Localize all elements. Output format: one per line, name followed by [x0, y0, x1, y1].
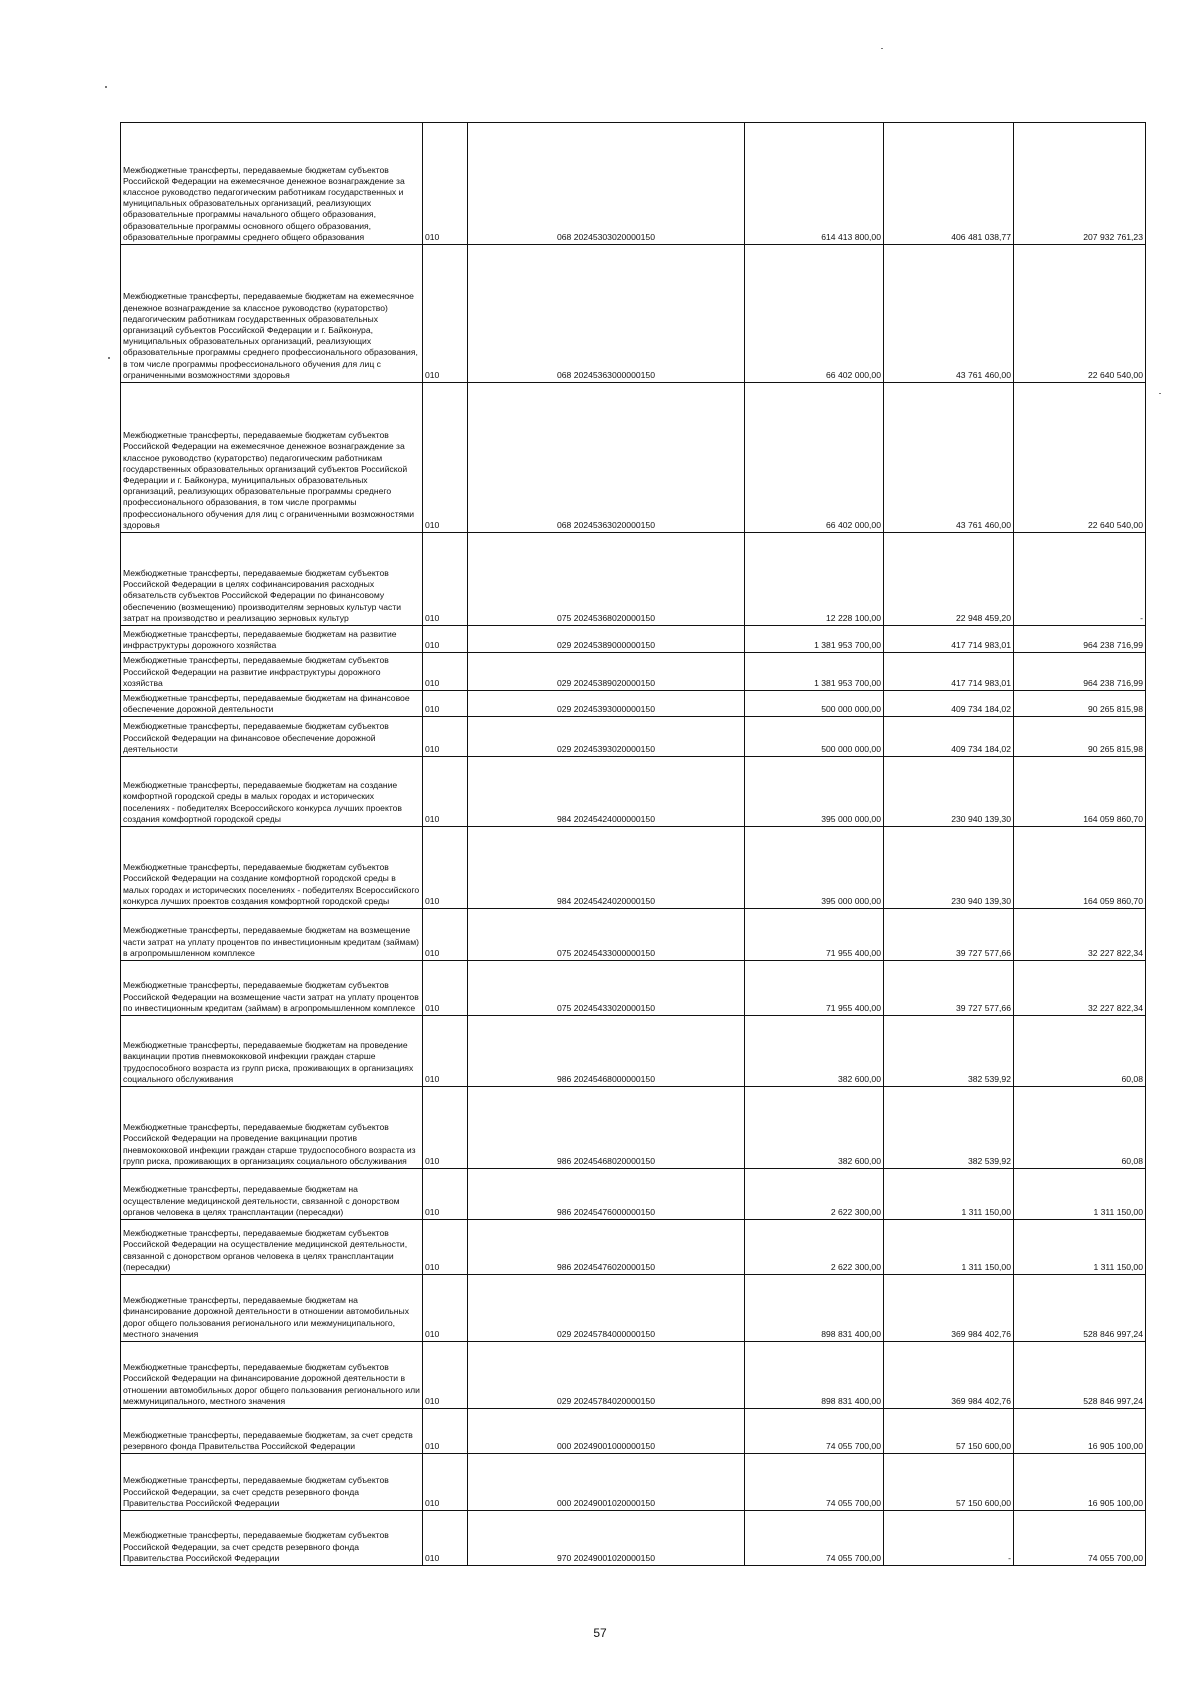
table-row — [121, 827, 1146, 909]
table-row — [121, 1454, 1146, 1511]
row-name: Межбюджетные трансферты, передаваемые бюджетам субъектов Российской Федерации на ежемесячное денежное вознаграждение за классное руководство (кураторство) педагогическим работникам государственных образовательных организаций субъектов Российской Федерации и г. Байконура, муниципальных образовательных организаций, реализующих образовательные программы среднего профессионального образования, в том числе программы профессионального обучения для лиц с ограниченными возможностями здоровья — [121, 383, 423, 533]
row-executed: 382 539,92 — [884, 1016, 1014, 1087]
row-executed: 409 734 184,02 — [884, 717, 1014, 757]
row-code: 010 — [423, 961, 468, 1016]
row-approved: 395 000 000,00 — [745, 757, 884, 827]
row-remaining: 164 059 860,70 — [1014, 827, 1146, 909]
row-kbk: 029 20245389020000150 — [468, 653, 745, 691]
table-row — [121, 1342, 1146, 1409]
scan-mark — [1159, 393, 1161, 394]
row-approved: 74 055 700,00 — [745, 1409, 884, 1454]
row-name: Межбюджетные трансферты, передаваемые бюджетам субъектов Российской Федерации в целях софинансирования расходных обязательств субъектов Российской Федерации по финансовому обеспечению (возмещению) производителям зерновых культур части затрат на производство и реализацию зерновых культур — [121, 533, 423, 626]
row-remaining: 164 059 860,70 — [1014, 757, 1146, 827]
row-code: 010 — [423, 757, 468, 827]
row-code: 010 — [423, 245, 468, 383]
table-row — [121, 961, 1146, 1016]
row-code: 010 — [423, 909, 468, 961]
table-row — [121, 123, 1146, 245]
row-approved: 382 600,00 — [745, 1016, 884, 1087]
row-name: Межбюджетные трансферты, передаваемые бюджетам субъектов Российской Федерации на осуществление медицинской деятельности, связанной с донорством органов человека в целях трансплантации (пересадки) — [121, 1220, 423, 1275]
table-row — [121, 691, 1146, 717]
row-remaining: 60,08 — [1014, 1087, 1146, 1169]
row-code: 010 — [423, 1169, 468, 1220]
row-executed: 1 311 150,00 — [884, 1169, 1014, 1220]
table-row — [121, 1169, 1146, 1220]
scan-mark — [881, 48, 883, 49]
row-approved: 2 622 300,00 — [745, 1169, 884, 1220]
row-code: 010 — [423, 1220, 468, 1275]
row-approved: 1 381 953 700,00 — [745, 626, 884, 653]
row-executed: 417 714 983,01 — [884, 626, 1014, 653]
row-executed: 230 940 139,30 — [884, 827, 1014, 909]
row-kbk: 986 20245476000000150 — [468, 1169, 745, 1220]
row-executed: 409 734 184,02 — [884, 691, 1014, 717]
row-approved: 395 000 000,00 — [745, 827, 884, 909]
row-kbk: 029 20245389000000150 — [468, 626, 745, 653]
table-row — [121, 1409, 1146, 1454]
row-kbk: 000 20249001000000150 — [468, 1409, 745, 1454]
row-executed: 417 714 983,01 — [884, 653, 1014, 691]
budget-table — [120, 122, 1146, 1566]
row-executed: 406 481 038,77 — [884, 123, 1014, 245]
row-name: Межбюджетные трансферты, передаваемые бюджетам субъектов Российской Федерации на финансирование дорожной деятельности в отношении автомобильных дорог общего пользования регионального или межмуниципального, местного значения — [121, 1342, 423, 1409]
row-kbk: 984 20245424020000150 — [468, 827, 745, 909]
row-remaining: 90 265 815,98 — [1014, 717, 1146, 757]
row-remaining: 90 265 815,98 — [1014, 691, 1146, 717]
scan-mark — [108, 357, 110, 359]
row-executed: - — [884, 1511, 1014, 1566]
row-remaining: 1 311 150,00 — [1014, 1220, 1146, 1275]
row-name: Межбюджетные трансферты, передаваемые бюджетам субъектов Российской Федерации на финансовое обеспечение дорожной деятельности — [121, 717, 423, 757]
table-row — [121, 1275, 1146, 1342]
table-row — [121, 653, 1146, 691]
row-executed: 39 727 577,66 — [884, 961, 1014, 1016]
row-name: Межбюджетные трансферты, передаваемые бюджетам, за счет средств резервного фонда Правительства Российской Федерации — [121, 1409, 423, 1454]
row-name: Межбюджетные трансферты, передаваемые бюджетам на финансовое обеспечение дорожной деятельности — [121, 691, 423, 717]
row-approved: 898 831 400,00 — [745, 1275, 884, 1342]
row-kbk: 984 20245424000000150 — [468, 757, 745, 827]
row-kbk: 029 20245393000000150 — [468, 691, 745, 717]
row-name: Межбюджетные трансферты, передаваемые бюджетам субъектов Российской Федерации на ежемесячное денежное вознаграждение за классное руководство педагогическим работникам государственных и муниципальных образовательных организаций, реализующих образовательные программы начального общего образования, образовательные программы основного общего образования, образовательные программы среднего общего образования — [121, 123, 423, 245]
table-row — [121, 1511, 1146, 1566]
row-remaining: - — [1014, 533, 1146, 626]
row-code: 010 — [423, 1016, 468, 1087]
row-remaining: 964 238 716,99 — [1014, 626, 1146, 653]
row-code: 010 — [423, 123, 468, 245]
row-approved: 74 055 700,00 — [745, 1454, 884, 1511]
row-executed: 43 761 460,00 — [884, 245, 1014, 383]
row-approved: 66 402 000,00 — [745, 383, 884, 533]
row-remaining: 74 055 700,00 — [1014, 1511, 1146, 1566]
row-code: 010 — [423, 691, 468, 717]
row-name: Межбюджетные трансферты, передаваемые бюджетам субъектов Российской Федерации на проведение вакцинации против пневмококковой инфекции граждан старше трудоспособного возраста из групп риска, проживающих в организациях социального обслуживания — [121, 1087, 423, 1169]
row-remaining: 32 227 822,34 — [1014, 909, 1146, 961]
row-remaining: 60,08 — [1014, 1016, 1146, 1087]
table-row — [121, 383, 1146, 533]
row-name: Межбюджетные трансферты, передаваемые бюджетам на проведение вакцинации против пневмококковой инфекции граждан старше трудоспособного возраста из групп риска, проживающих в организациях социального обслуживания — [121, 1016, 423, 1087]
row-executed: 39 727 577,66 — [884, 909, 1014, 961]
row-name: Межбюджетные трансферты, передаваемые бюджетам субъектов Российской Федерации, за счет средств резервного фонда Правительства Российской Федерации — [121, 1454, 423, 1511]
row-code: 010 — [423, 533, 468, 626]
table-row — [121, 717, 1146, 757]
row-approved: 898 831 400,00 — [745, 1342, 884, 1409]
row-code: 010 — [423, 1342, 468, 1409]
row-kbk: 029 20245393020000150 — [468, 717, 745, 757]
row-executed: 369 984 402,76 — [884, 1342, 1014, 1409]
row-remaining: 22 640 540,00 — [1014, 383, 1146, 533]
row-name: Межбюджетные трансферты, передаваемые бюджетам на осуществление медицинской деятельности, связанной с донорством органов человека в целях трансплантации (пересадки) — [121, 1169, 423, 1220]
row-executed: 1 311 150,00 — [884, 1220, 1014, 1275]
row-name: Межбюджетные трансферты, передаваемые бюджетам на создание комфортной городской среды в малых городах и исторических поселениях - победителях Всероссийского конкурса лучших проектов создания комфортной городской среды — [121, 757, 423, 827]
budget-table-body — [121, 123, 1146, 1566]
row-name: Межбюджетные трансферты, передаваемые бюджетам на возмещение части затрат на уплату процентов по инвестиционным кредитам (займам) в агропромышленном комплексе — [121, 909, 423, 961]
row-remaining: 22 640 540,00 — [1014, 245, 1146, 383]
row-kbk: 970 20249001020000150 — [468, 1511, 745, 1566]
row-remaining: 16 905 100,00 — [1014, 1409, 1146, 1454]
row-executed: 22 948 459,20 — [884, 533, 1014, 626]
row-code: 010 — [423, 1087, 468, 1169]
row-code: 010 — [423, 1454, 468, 1511]
row-name: Межбюджетные трансферты, передаваемые бюджетам субъектов Российской Федерации, за счет средств резервного фонда Правительства Российской Федерации — [121, 1511, 423, 1566]
row-code: 010 — [423, 626, 468, 653]
row-name: Межбюджетные трансферты, передаваемые бюджетам на ежемесячное денежное вознаграждение за классное руководство (кураторство) педагогическим работникам государственных образовательных организаций субъектов Российской Федерации и г. Байконура, муниципальных образовательных организаций, реализующих образовательные программы среднего профессионального образования, в том числе программы профессионального обучения для лиц с ограниченными возможностями здоровья — [121, 245, 423, 383]
table-row — [121, 245, 1146, 383]
row-name: Межбюджетные трансферты, передаваемые бюджетам субъектов Российской Федерации на развитие инфраструктуры дорожного хозяйства — [121, 653, 423, 691]
row-remaining: 16 905 100,00 — [1014, 1454, 1146, 1511]
row-kbk: 075 20245433020000150 — [468, 961, 745, 1016]
row-approved: 74 055 700,00 — [745, 1511, 884, 1566]
row-remaining: 207 932 761,23 — [1014, 123, 1146, 245]
row-remaining: 528 846 997,24 — [1014, 1275, 1146, 1342]
row-code: 010 — [423, 1511, 468, 1566]
scan-mark — [105, 86, 107, 88]
row-executed: 369 984 402,76 — [884, 1275, 1014, 1342]
row-remaining: 528 846 997,24 — [1014, 1342, 1146, 1409]
row-kbk: 986 20245476020000150 — [468, 1220, 745, 1275]
budget-sheet — [120, 122, 1145, 1566]
row-remaining: 964 238 716,99 — [1014, 653, 1146, 691]
row-executed: 43 761 460,00 — [884, 383, 1014, 533]
row-code: 010 — [423, 1409, 468, 1454]
table-row — [121, 757, 1146, 827]
row-code: 010 — [423, 1275, 468, 1342]
row-code: 010 — [423, 827, 468, 909]
row-code: 010 — [423, 717, 468, 757]
row-name: Межбюджетные трансферты, передаваемые бюджетам субъектов Российской Федерации на возмещение части затрат на уплату процентов по инвестиционным кредитам (займам) в агропромышленном комплексе — [121, 961, 423, 1016]
row-name: Межбюджетные трансферты, передаваемые бюджетам субъектов Российской Федерации на создание комфортной городской среды в малых городах и исторических поселениях - победителях Всероссийского конкурса лучших проектов создания комфортной городской среды — [121, 827, 423, 909]
row-kbk: 075 20245433000000150 — [468, 909, 745, 961]
row-approved: 71 955 400,00 — [745, 961, 884, 1016]
row-approved: 382 600,00 — [745, 1087, 884, 1169]
row-kbk: 075 20245368020000150 — [468, 533, 745, 626]
row-remaining: 1 311 150,00 — [1014, 1169, 1146, 1220]
row-kbk: 000 20249001020000150 — [468, 1454, 745, 1511]
row-name: Межбюджетные трансферты, передаваемые бюджетам на финансирование дорожной деятельности в отношении автомобильных дорог общего пользования регионального или межмуниципального, местного значения — [121, 1275, 423, 1342]
row-name: Межбюджетные трансферты, передаваемые бюджетам на развитие инфраструктуры дорожного хозяйства — [121, 626, 423, 653]
table-row — [121, 533, 1146, 626]
row-approved: 2 622 300,00 — [745, 1220, 884, 1275]
row-approved: 500 000 000,00 — [745, 717, 884, 757]
row-approved: 12 228 100,00 — [745, 533, 884, 626]
row-approved: 71 955 400,00 — [745, 909, 884, 961]
row-executed: 382 539,92 — [884, 1087, 1014, 1169]
row-kbk: 029 20245784020000150 — [468, 1342, 745, 1409]
row-kbk: 068 20245363020000150 — [468, 383, 745, 533]
row-approved: 66 402 000,00 — [745, 245, 884, 383]
row-kbk: 068 20245303020000150 — [468, 123, 745, 245]
row-executed: 230 940 139,30 — [884, 757, 1014, 827]
row-remaining: 32 227 822,34 — [1014, 961, 1146, 1016]
table-row — [121, 909, 1146, 961]
page-number: 57 — [593, 1626, 607, 1640]
row-approved: 1 381 953 700,00 — [745, 653, 884, 691]
row-kbk: 986 20245468000000150 — [468, 1016, 745, 1087]
row-executed: 57 150 600,00 — [884, 1454, 1014, 1511]
row-code: 010 — [423, 653, 468, 691]
row-kbk: 068 20245363000000150 — [468, 245, 745, 383]
row-kbk: 029 20245784000000150 — [468, 1275, 745, 1342]
row-kbk: 986 20245468020000150 — [468, 1087, 745, 1169]
table-row — [121, 1016, 1146, 1087]
table-row — [121, 1220, 1146, 1275]
row-code: 010 — [423, 383, 468, 533]
table-row — [121, 626, 1146, 653]
table-row — [121, 1087, 1146, 1169]
row-approved: 614 413 800,00 — [745, 123, 884, 245]
row-executed: 57 150 600,00 — [884, 1409, 1014, 1454]
row-approved: 500 000 000,00 — [745, 691, 884, 717]
